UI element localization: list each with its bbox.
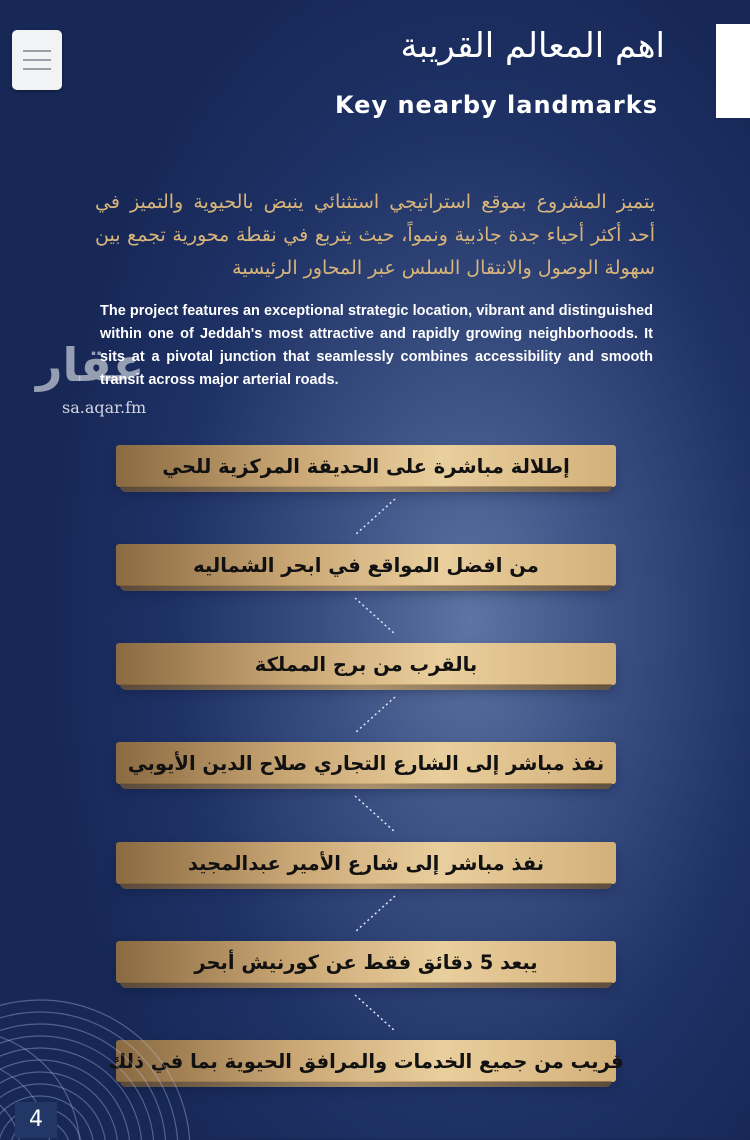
menu-icon <box>23 50 51 52</box>
landmark-label: نفذ مباشر إلى شارع الأمير عبدالمجيد <box>187 851 545 875</box>
watermark-url: sa.aqar.fm <box>62 398 147 417</box>
connector-line <box>350 894 400 934</box>
intro-paragraph-en: The project features an exceptional strategic location, vibrant and distinguished within one of Jeddah's most attractive and rapidly growing neighborhoods. It sits at a pivotal junction that seamlessly combines accessibility and smooth transit across major arterial roads. <box>100 303 653 388</box>
menu-icon-line <box>23 59 51 61</box>
page-title-ar: اهم المعالم القريبة <box>400 26 665 66</box>
page-number: 4 <box>15 1102 57 1138</box>
page-tab <box>716 24 750 118</box>
page-title-en: Key nearby landmarks <box>335 91 658 119</box>
landmark-label: بالقرب من برج المملكة <box>254 652 478 676</box>
landmark-item <box>116 643 616 685</box>
menu-button[interactable] <box>12 30 62 90</box>
landmark-item <box>116 842 616 884</box>
connector-line <box>350 497 400 537</box>
landmark-label: إطلالة مباشرة على الحديقة المركزية للحي <box>162 454 570 478</box>
landmark-label: نفذ مباشر إلى الشارع التجاري صلاح الدين الأيوبي <box>127 751 605 775</box>
landmark-item <box>116 544 616 586</box>
menu-icon-line <box>23 68 51 70</box>
connector-line <box>350 695 400 735</box>
landmark-item <box>116 445 616 487</box>
connector-line <box>350 794 400 834</box>
intro-paragraph-ar: يتميز المشروع بموقع استراتيجي استثنائي ينبض بالحيوية والتميز في أحد أكثر أحياء جدة جاذبية ونمواً، حيث يتربع في نقطة محورية تجمع بين سهولة الوصول والانتقال السلس عبر المحاور الرئيسية <box>95 191 655 279</box>
watermark-logo-ar: عقار <box>36 338 145 392</box>
landmark-label: من افضل المواقع في ابحر الشماليه <box>193 553 539 577</box>
landmark-label: يبعد 5 دقائق فقط عن كورنيش أبحر <box>194 950 538 974</box>
connector-line <box>350 993 400 1033</box>
landmark-label: قريب من جميع الخدمات والمرافق الحيوية بما في ذلك <box>108 1049 624 1073</box>
landmark-item <box>116 742 616 784</box>
connector-line <box>350 596 400 636</box>
